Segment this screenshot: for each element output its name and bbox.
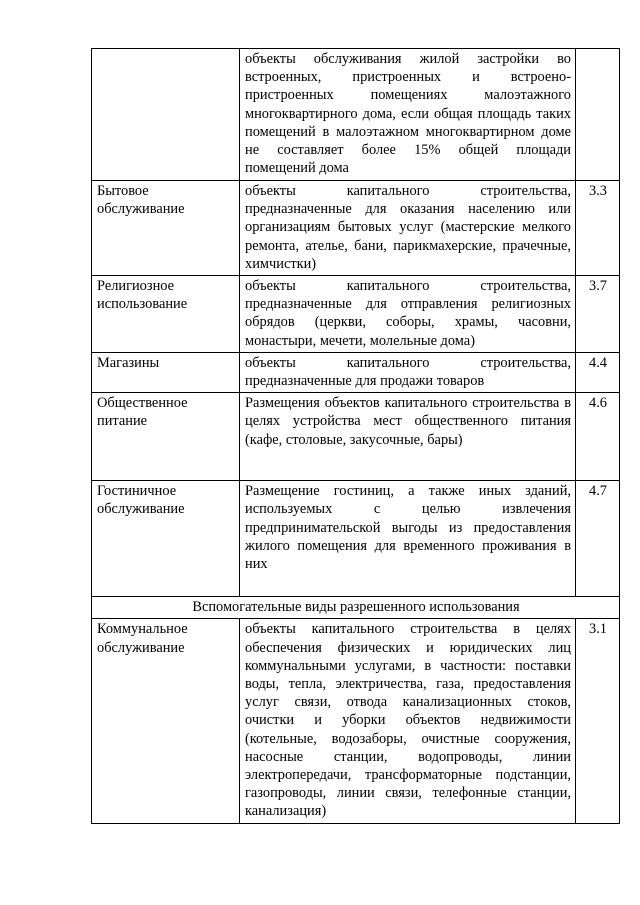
code-cell: 3.3	[576, 181, 620, 276]
description-cell: Размещения объектов капитального строительства в целях устройства мест общественного питания (кафе, столовые, закусочные, бары)	[240, 393, 576, 481]
description-cell: объекты обслуживания жилой застройки во встроенных, пристроенных и встроено-пристроенных помещениях малоэтажного многоквартирного дома, если общая площадь таких помещений в малоэтажном многоквартирном доме не составляет более 15% общей площади помещений дома	[240, 49, 576, 181]
code-cell: 3.1	[576, 619, 620, 823]
code-cell: 3.7	[576, 276, 620, 353]
table-row	[92, 49, 620, 181]
description-cell: объекты капитального строительства, предназначенные для отправления религиозных обрядов (церкви, соборы, храмы, часовни, монастыри, мечети, молельные дома)	[240, 276, 576, 353]
name-cell: Магазины	[92, 352, 240, 392]
description-cell: объекты капитального строительства в целях обеспечения физических и юридических лиц коммунальными услугами, в частности: поставки воды, тепла, электричества, газа, предоставления услуг связи, отвода канализационных стоков, очистки и уборки объектов недвижимости (котельные, водозаборы, очистные сооружения, насосные станции, водопроводы, линии электропередачи, трансформаторные подстанции, газопроводы, линии связи, телефонные станции, канализация)	[240, 619, 576, 823]
name-cell: Гостиничное обслуживание	[92, 481, 240, 597]
section-heading: Вспомогательные виды разрешенного использования	[92, 597, 620, 619]
table-row	[92, 181, 620, 276]
code-cell: 4.6	[576, 393, 620, 481]
description-cell: объекты капитального строительства, предназначенные для оказания населению или организациям бытовых услуг (мастерские мелкого ремонта, ателье, бани, парикмахерские, прачечные, химчистки)	[240, 181, 576, 276]
name-cell: Общественное питание	[92, 393, 240, 481]
name-cell-empty	[92, 49, 240, 181]
code-cell-empty	[576, 49, 620, 181]
table-row	[92, 619, 620, 823]
land-use-table	[91, 48, 620, 824]
name-cell: Религиозное использование	[92, 276, 240, 353]
description-cell: объекты капитального строительства, предназначенные для продажи товаров	[240, 352, 576, 392]
name-cell: Бытовое обслуживание	[92, 181, 240, 276]
code-cell: 4.7	[576, 481, 620, 597]
name-cell: Коммунальное обслуживание	[92, 619, 240, 823]
table-row	[92, 393, 620, 481]
section-heading-row	[92, 597, 620, 619]
table-row	[92, 481, 620, 597]
description-cell: Размещение гостиниц, а также иных зданий, используемых с целью извлечения предпринимательской выгоды из предоставления жилого помещения для временного проживания в них	[240, 481, 576, 597]
code-cell: 4.4	[576, 352, 620, 392]
table-row	[92, 276, 620, 353]
table-row	[92, 352, 620, 392]
